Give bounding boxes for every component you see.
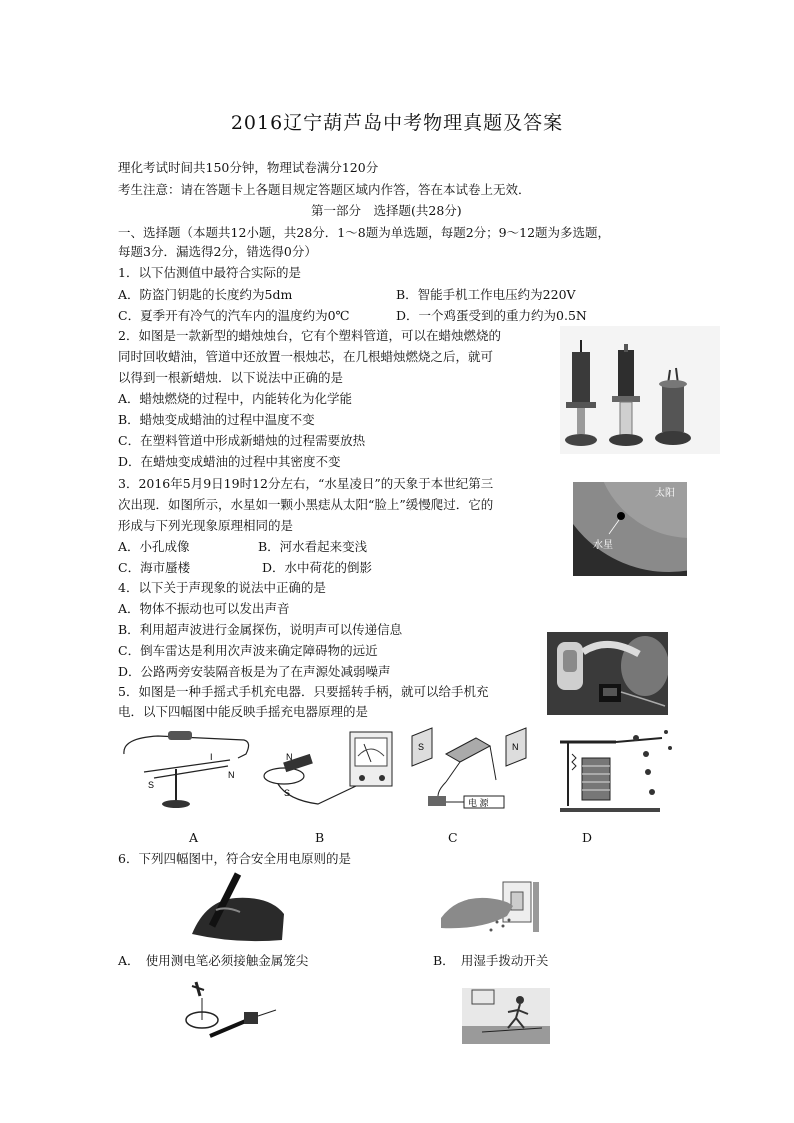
question-3-stem-line3: 形成与下列光现象原理相同的是 (118, 518, 294, 533)
question-6-option-a: A． 使用测电笔必须接触金属笼尖 (118, 953, 309, 968)
exam-info-line: 理化考试时间共150分钟，物理试卷满分120分 (118, 160, 379, 175)
fig-b-s-label: S (284, 788, 291, 798)
question-3-stem-line1: 3．2016年5月9日19时12分左右，“水星凌日”的天象于本世纪第三 (118, 476, 494, 491)
question-4-stem: 4．以下关于声现象的说法中正确的是 (118, 580, 326, 595)
question-3-stem-line2: 次出现．如图所示，水星如一颗小黑痣从太阳“脸上”缓慢爬过．它的 (118, 497, 494, 512)
question-4-option-a: A．物体不振动也可以发出声音 (118, 601, 290, 616)
figure-c-motor (406, 724, 536, 816)
question-5-stem-line1: 5．如图是一种手摇式手机充电器．只要摇转手柄，就可以给手机充 (118, 684, 489, 699)
question-5-stem-line2: 电．以下四幅图中能反映手摇充电器原理的是 (118, 704, 369, 719)
question-2-stem-line1: 2．如图是一款新型的蜡烛烛台，它有个塑料管道，可以在蜡烛燃烧的 (118, 328, 501, 343)
section-heading-cont: 每题3分．漏选得2分，错选得0分） (118, 244, 317, 259)
figure-a-label: A (189, 830, 199, 845)
figure-b-label: B (315, 830, 325, 845)
question-1-option-a: A．防盗门钥匙的长度约为5dm (118, 287, 293, 302)
fig-c-power-label: 电 源 (468, 798, 489, 808)
candle-holder-figure (560, 326, 720, 454)
figure-d-relay (556, 728, 682, 816)
question-1-stem: 1．以下估测值中最符合实际的是 (118, 265, 301, 280)
wet-hand-switch-figure (437, 876, 545, 940)
mercury-transit-figure (573, 482, 687, 576)
question-4-option-c: C．倒车雷达是利用次声波来确定障碍物的远近 (118, 643, 378, 658)
appliance-plug-figure (180, 976, 280, 1046)
question-4-option-b: B．利用超声波进行金属探伤，说明声可以传递信息 (118, 622, 403, 637)
fig-a-n-label: N (228, 770, 235, 780)
hand-crank-charger-figure (547, 632, 668, 715)
test-pencil-figure (186, 870, 288, 946)
question-3-option-d: D．水中荷花的倒影 (262, 560, 373, 575)
question-1-option-c: C．夏季开有冷气的汽车内的温度约为0℃ (118, 308, 350, 323)
question-2-option-c: C．在塑料管道中形成新蜡烛的过程需要放热 (118, 433, 366, 448)
question-2-stem-line3: 以得到一根新蜡烛．以下说法中正确的是 (118, 370, 344, 385)
question-6-stem: 6．下列四幅图中，符合安全用电原则的是 (118, 851, 351, 866)
question-1-option-d: D．一个鸡蛋受到的重力约为0.5N (396, 308, 587, 323)
question-2-option-b: B．蜡烛变成蜡油的过程中温度不变 (118, 412, 315, 427)
mercury-label: 水星 (593, 540, 613, 551)
exam-notice: 考生注意：请在答题卡上各题目规定答题区域内作答，答在本试卷上无效． (118, 182, 531, 197)
question-2-stem-line2: 同时回收蜡油，管道中还放置一根烛芯，在几根蜡烛燃烧之后，就可 (118, 349, 494, 364)
sun-label: 太阳 (655, 488, 675, 499)
figure-b-induction (258, 724, 398, 816)
question-3-option-a: A．小孔成像 (118, 539, 190, 554)
question-2-option-a: A．蜡烛燃烧的过程中，内能转化为化学能 (118, 391, 353, 406)
question-6-option-b: B． 用湿手拨动开关 (433, 953, 549, 968)
fig-b-n-label: N (286, 752, 293, 762)
power-line-figure (462, 988, 550, 1044)
question-1-option-b: B．智能手机工作电压约为220V (396, 287, 576, 302)
figure-d-label: D (582, 830, 593, 845)
question-3-option-b: B．河水看起来变浅 (258, 539, 368, 554)
question-4-option-d: D．公路两旁安装隔音板是为了在声源处减弱噪声 (118, 664, 391, 679)
page-title: 2016辽宁葫芦岛中考物理真题及答案 (230, 112, 564, 134)
fig-c-s-label: S (418, 742, 425, 752)
question-2-option-d: D．在蜡烛变成蜡油的过程中其密度不变 (118, 454, 341, 469)
fig-a-current-label: I (210, 752, 213, 762)
section-heading: 一、选择题（本题共12小题，共28分．1～8题为单选题，每题2分；9～12题为多选题， (118, 225, 611, 240)
part-heading: 第一部分 选择题(共28分) (311, 203, 462, 218)
figure-a-oersted (118, 724, 254, 812)
fig-c-n-label: N (512, 742, 519, 752)
fig-a-s-label: S (148, 780, 155, 790)
question-3-option-c: C．海市蜃楼 (118, 560, 191, 575)
figure-c-label: C (448, 830, 458, 845)
